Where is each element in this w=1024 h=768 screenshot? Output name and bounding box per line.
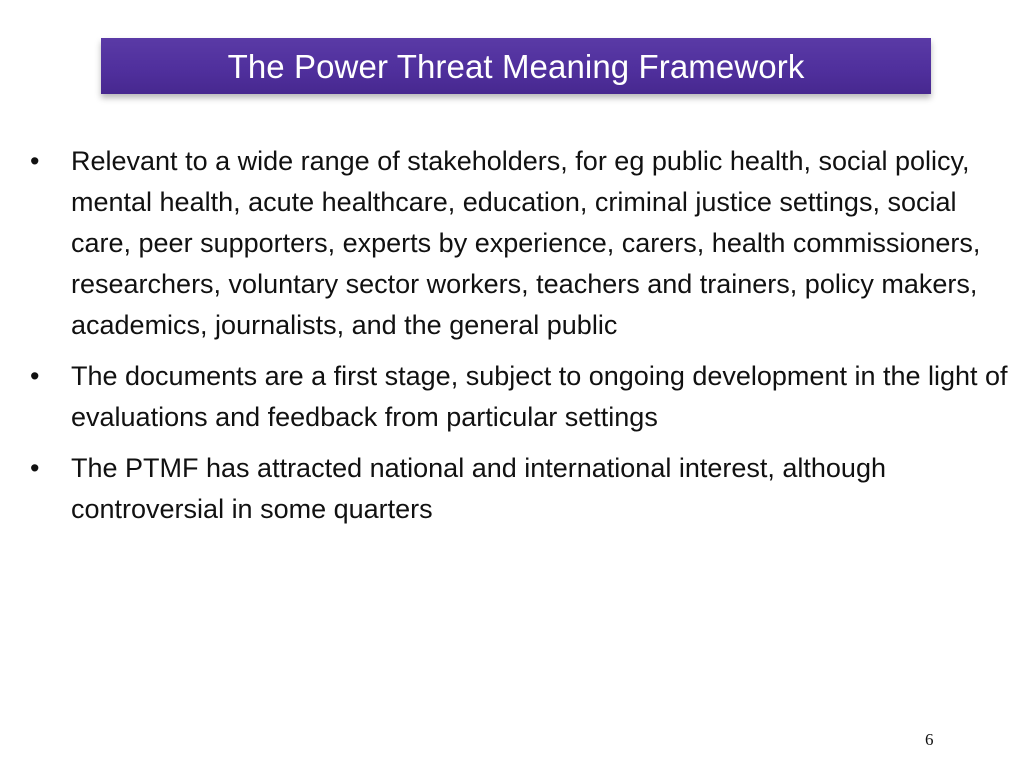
page-number: 6	[925, 730, 934, 749]
bullet-text: The documents are a first stage, subject to ongoing development in the light of evaluations and feedback from particular settings	[71, 361, 1008, 432]
bullet-marker: •	[30, 146, 40, 176]
bullet-marker: •	[30, 453, 40, 483]
bullet-text: The PTMF has attracted national and international interest, although controversial in some quarters	[71, 453, 886, 524]
bullet-item	[30, 448, 1010, 530]
bullet-marker: •	[30, 361, 40, 391]
slide-title: The Power Threat Meaning Framework	[227, 47, 805, 85]
title-banner	[101, 38, 931, 94]
bullet-item	[30, 141, 1010, 346]
bullet-text: Relevant to a wide range of stakeholders, for eg public health, social policy, mental health, acute healthcare, education, criminal justice settings, social care, peer supporters, experts by experience, carers, health commissioners, researchers, voluntary sector workers, teachers and trainers, policy makers, academics, journalists, and the general public	[71, 146, 981, 340]
bullet-list	[30, 141, 1010, 540]
bullet-item	[30, 356, 1010, 438]
